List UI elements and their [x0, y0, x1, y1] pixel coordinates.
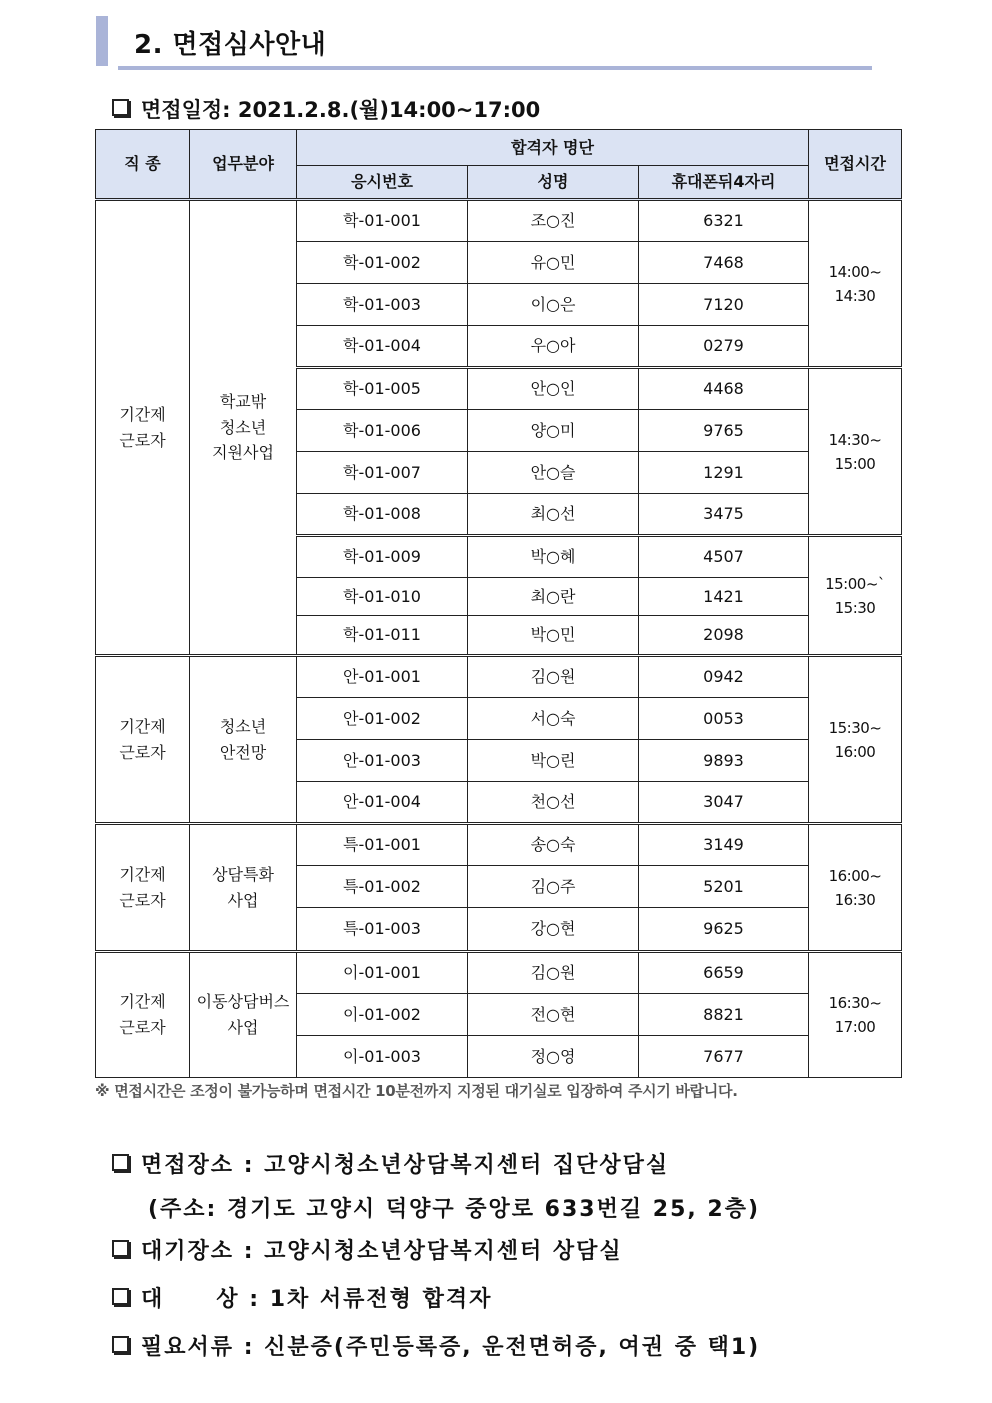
number-cell: 특-01-003 [297, 908, 468, 952]
header-job: 직 종 [96, 130, 190, 200]
field-cell: 이동상담버스 사업 [190, 952, 297, 1078]
job-cell: 기간제 근로자 [96, 952, 190, 1078]
phone-cell: 2098 [639, 616, 809, 656]
table-row [96, 656, 902, 698]
name-cell: 조○진 [468, 200, 639, 242]
number-cell: 학-01-009 [297, 536, 468, 578]
name-cell: 전○현 [468, 994, 639, 1036]
number-cell: 이-01-003 [297, 1036, 468, 1078]
time-cell: 14:30~ 15:00 [809, 368, 902, 536]
job-cell: 기간제 근로자 [96, 656, 190, 824]
phone-cell: 3047 [639, 782, 809, 824]
name-cell: 박○혜 [468, 536, 639, 578]
name-cell: 송○숙 [468, 824, 639, 866]
field-cell: 상담특화 사업 [190, 824, 297, 952]
number-cell: 학-01-007 [297, 452, 468, 494]
name-cell: 김○원 [468, 952, 639, 994]
number-cell: 안-01-004 [297, 782, 468, 824]
phone-cell: 7120 [639, 284, 809, 326]
number-cell: 이-01-002 [297, 994, 468, 1036]
phone-cell: 0279 [639, 326, 809, 368]
number-cell: 특-01-001 [297, 824, 468, 866]
table-row [96, 200, 902, 242]
name-cell: 이○은 [468, 284, 639, 326]
number-cell: 학-01-001 [297, 200, 468, 242]
info-waiting: 대기장소 : 고양시청소년상담복지센터 상담실 [112, 1234, 623, 1265]
phone-cell: 0942 [639, 656, 809, 698]
phone-cell: 6659 [639, 952, 809, 994]
phone-cell: 9765 [639, 410, 809, 452]
checkbox-icon [112, 1336, 129, 1353]
table-note: ※ 면접시간은 조정이 불가능하며 면접시간 10분전까지 지정된 대기실로 입장하여 주시기 바랍니다. [95, 1082, 738, 1100]
name-cell: 최○란 [468, 578, 639, 616]
phone-cell: 5201 [639, 866, 809, 908]
header-number: 응시번호 [297, 166, 468, 200]
number-cell: 학-01-002 [297, 242, 468, 284]
section-header [96, 16, 872, 70]
number-cell: 안-01-001 [297, 656, 468, 698]
table-group [96, 824, 902, 952]
name-cell: 김○주 [468, 866, 639, 908]
field-cell: 학교밖 청소년 지원사업 [190, 200, 297, 656]
phone-cell: 4507 [639, 536, 809, 578]
time-cell: 15:00~` 15:30 [809, 536, 902, 656]
name-cell: 강○현 [468, 908, 639, 952]
checkbox-icon [112, 99, 129, 116]
header-field: 업무분야 [190, 130, 297, 200]
schedule-label: 면접일정: [141, 98, 231, 122]
header-name: 성명 [468, 166, 639, 200]
table-group [96, 952, 902, 1078]
phone-cell: 3149 [639, 824, 809, 866]
number-cell: 학-01-004 [297, 326, 468, 368]
name-cell: 김○원 [468, 656, 639, 698]
field-cell: 청소년 안전망 [190, 656, 297, 824]
section-accent-bar [96, 16, 108, 66]
time-cell: 15:30~ 16:00 [809, 656, 902, 824]
number-cell: 학-01-006 [297, 410, 468, 452]
name-cell: 박○린 [468, 740, 639, 782]
name-cell: 우○아 [468, 326, 639, 368]
phone-cell: 7677 [639, 1036, 809, 1078]
name-cell: 양○미 [468, 410, 639, 452]
name-cell: 서○숙 [468, 698, 639, 740]
schedule-date: 2021.2.8.(월)14:00~17:00 [237, 98, 541, 122]
phone-cell: 4468 [639, 368, 809, 410]
time-cell: 16:30~ 17:00 [809, 952, 902, 1078]
table-row [96, 952, 902, 994]
table-group [96, 656, 902, 824]
section-title: 2. 면접심사안내 [134, 30, 327, 60]
table-group [96, 200, 902, 656]
number-cell: 안-01-003 [297, 740, 468, 782]
name-cell: 최○선 [468, 494, 639, 536]
phone-cell: 9625 [639, 908, 809, 952]
info-documents: 필요서류 : 신분증(주민등록증, 운전면허증, 여권 중 택1) [112, 1330, 760, 1361]
phone-cell: 0053 [639, 698, 809, 740]
name-cell: 천○선 [468, 782, 639, 824]
schedule-line [112, 94, 540, 124]
name-cell: 안○인 [468, 368, 639, 410]
number-cell: 학-01-008 [297, 494, 468, 536]
checkbox-icon [112, 1154, 129, 1171]
name-cell: 유○민 [468, 242, 639, 284]
job-cell: 기간제 근로자 [96, 200, 190, 656]
number-cell: 이-01-001 [297, 952, 468, 994]
interview-schedule-table [95, 129, 902, 1078]
phone-cell: 1291 [639, 452, 809, 494]
number-cell: 안-01-002 [297, 698, 468, 740]
number-cell: 학-01-011 [297, 616, 468, 656]
name-cell: 정○영 [468, 1036, 639, 1078]
section-underline [118, 66, 872, 70]
number-cell: 학-01-005 [297, 368, 468, 410]
time-cell: 14:00~ 14:30 [809, 200, 902, 368]
phone-cell: 9893 [639, 740, 809, 782]
header-passers: 합격자 명단 [297, 130, 809, 166]
time-cell: 16:00~ 16:30 [809, 824, 902, 952]
info-venue: 면접장소 : 고양시청소년상담복지센터 집단상담실 [112, 1148, 669, 1179]
checkbox-icon [112, 1288, 129, 1305]
number-cell: 특-01-002 [297, 866, 468, 908]
phone-cell: 1421 [639, 578, 809, 616]
job-cell: 기간제 근로자 [96, 824, 190, 952]
phone-cell: 7468 [639, 242, 809, 284]
name-cell: 박○민 [468, 616, 639, 656]
info-target: 대 상 : 1차 서류전형 합격자 [112, 1282, 492, 1313]
number-cell: 학-01-010 [297, 578, 468, 616]
phone-cell: 8821 [639, 994, 809, 1036]
number-cell: 학-01-003 [297, 284, 468, 326]
table-row [96, 824, 902, 866]
name-cell: 안○슬 [468, 452, 639, 494]
phone-cell: 3475 [639, 494, 809, 536]
phone-cell: 6321 [639, 200, 809, 242]
header-time: 면접시간 [809, 130, 902, 200]
checkbox-icon [112, 1240, 129, 1257]
header-phone: 휴대폰뒤4자리 [639, 166, 809, 200]
info-address: (주소: 경기도 고양시 덕양구 중앙로 633번길 25, 2층) [148, 1197, 761, 1222]
